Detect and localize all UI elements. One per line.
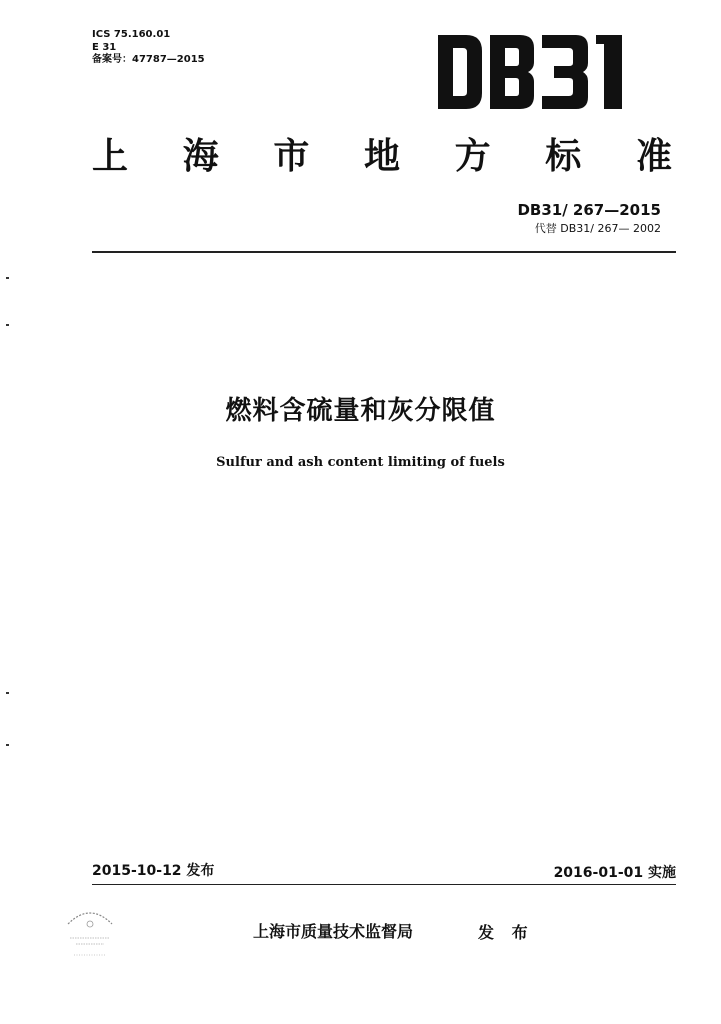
standard-heading: [92, 128, 672, 178]
record-number: 备案号：47787—2015: [92, 54, 205, 65]
seal-emblem: [60, 902, 120, 962]
heading-char: 地: [363, 135, 400, 177]
scan-mark: [6, 324, 9, 326]
heading-char: 市: [273, 135, 310, 177]
ics-code: ICS 75.160.01: [92, 29, 171, 40]
heading-char: 标: [545, 135, 582, 177]
category-code: E 31: [92, 41, 117, 53]
issuing-authority: 上海市质量技术监督局: [253, 922, 414, 941]
implementation-date: 2016-01-01 实施: [553, 865, 676, 881]
document-title-zh: 燃料含硫量和灰分限值: [225, 396, 496, 426]
scan-mark: [6, 692, 9, 694]
bottom-divider: [92, 884, 676, 885]
heading-char: 准: [635, 135, 672, 177]
standard-number: DB31/ 267—2015: [517, 201, 661, 219]
replaces-standard: 代替 DB31/ 267— 2002: [534, 222, 661, 235]
scan-mark: [6, 744, 9, 746]
issue-action: 发 布: [478, 923, 534, 942]
document-title-en: Sulfur and ash content limiting of fuels: [216, 455, 505, 470]
heading-char: 上: [92, 135, 129, 177]
db31-logo: [436, 33, 640, 111]
scan-mark: [6, 277, 9, 279]
heading-char: 方: [454, 135, 491, 177]
issue-date: 2015-10-12 发布: [92, 863, 215, 879]
classification-block: [92, 29, 205, 67]
top-divider: [92, 251, 676, 253]
heading-char: 海: [182, 135, 219, 177]
